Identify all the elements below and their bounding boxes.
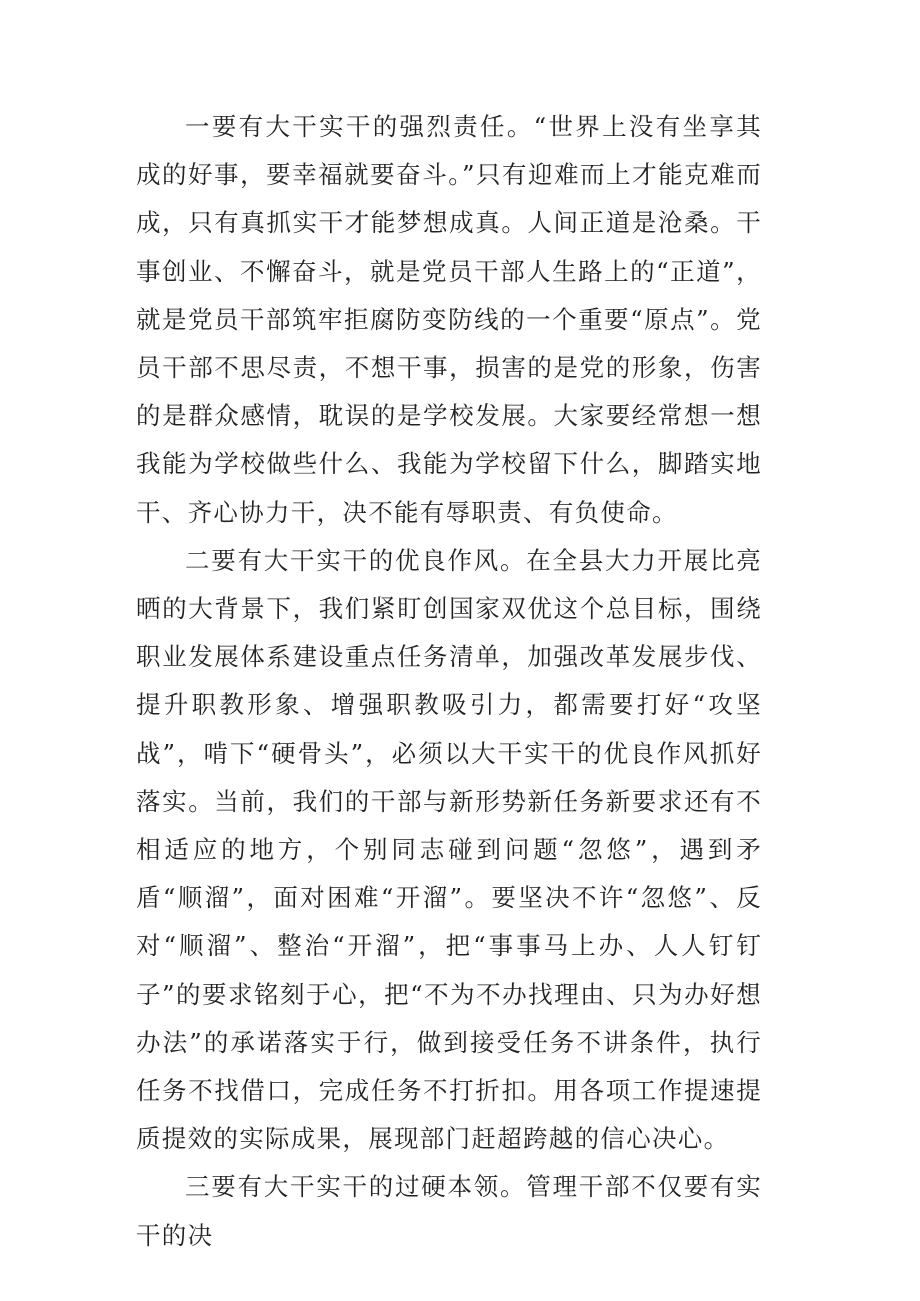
document-body xyxy=(136,103,762,1260)
paragraph-responsibility: 一要有大干实干的强烈责任。“世界上没有坐享其成的好事，要幸福就要奋斗。”只有迎难而上才能克难而成，只有真抓实干才能梦想成真。人间正道是沧桑。干事创业、不懈奋斗，就是党员干部人生路上的“正道”，就是党员干部筑牢拒腐防变防线的一个重要“原点”。党员干部不思尽责，不想干事，损害的是党的形象，伤害的是群众感情，耽误的是学校发展。大家要经常想一想我能为学校做些什么、我能为学校留下什么，脚踏实地干、齐心协力干，决不能有辱职责、有负使命。 xyxy=(136,112,762,527)
paragraph-ability: 三要有大干实干的过硬本领。管理干部不仅要有实干的决 xyxy=(136,1172,762,1250)
paragraph-work-style: 二要有大干实干的优良作风。在全县大力开展比亮晒的大背景下，我们紧盯创国家双优这个总目标，围绕职业发展体系建设重点任务清单，加强改革发展步伐、提升职教形象、增强职教吸引力，都需要打好“攻坚战”，啃下“硬骨头”，必须以大干实干的优良作风抓好落实。当前，我们的干部与新形势新任务新要求还有不相适应的地方，个别同志碰到问题“忽悠”，遇到矛盾“顺溜”，面对困难“开溜”。要坚决不许“忽悠”、反对“顺溜”、整治“开溜”，把“事事马上办、人人钉钉子”的要求铭刻于心，把“不为不办找理由、只为办好想办法”的承诺落实于行，做到接受任务不讲条件，执行任务不找借口，完成任务不打折扣。用各项工作提速提质提效的实际成果，展现部门赶超跨越的信心决心。 xyxy=(136,545,762,1154)
